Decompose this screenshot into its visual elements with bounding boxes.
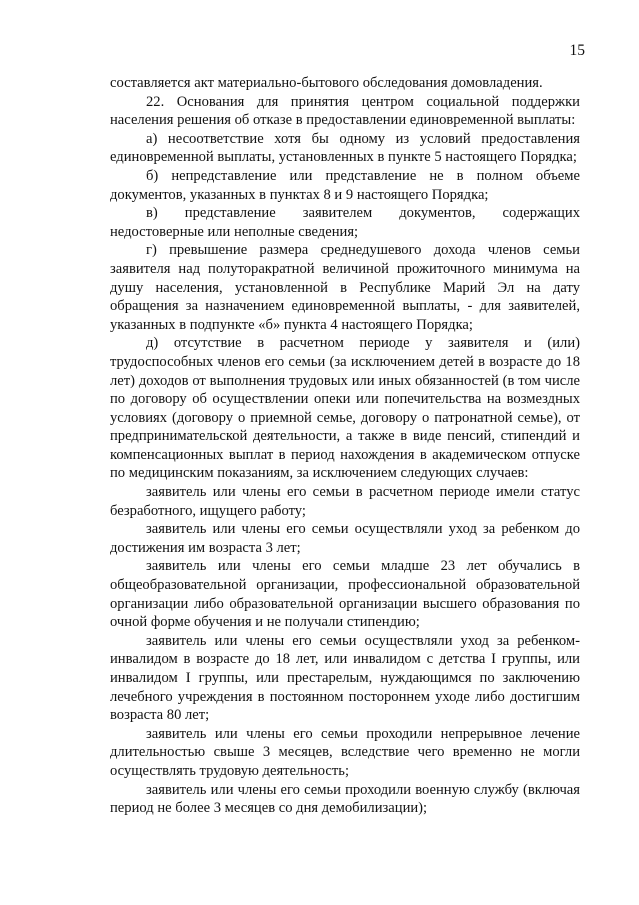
paragraph-exception-medical-treatment: заявитель или члены его семьи проходили непрерывное лечение длительностью свыше 3 месяцев, вследствие чего временно не могли осуществлять трудовую деятельность;	[110, 725, 580, 779]
paragraph-exception-students: заявитель или члены его семьи младше 23 лет обучались в общеобразовательной организации, профессиональной образовательной организации либо образовательной организации высшего образования по очной форме обучения и не получали стипендию;	[110, 558, 580, 631]
page-number: 15	[569, 42, 585, 59]
paragraph-item-b: б) непредставление или представление не в полном объеме документов, указанных в пунктах 8 и 9 настоящего Порядка;	[110, 167, 580, 203]
paragraph-item-a: а) несоответствие хотя бы одному из условий предоставления единовременной выплаты, установленных в пункте 5 настоящего Порядка;	[110, 130, 580, 166]
paragraph-item-d: д) отсутствие в расчетном периоде у заявителя и (или) трудоспособных членов его семьи (за исключением детей в возрасте до 18 лет) доходов от выполнения трудовых или иных обязанностей (в том числе по договору об осуществлении опеки или попечительства на возмездных условиях (договору о приемной семье, договору о патронатной семье), от предпринимательской деятельности, а также в виде пенсий, стипендий и компенсационных выплат в период нахождения в академическом отпуске по медицинским показаниям, за исключением следующих случаев:	[110, 335, 580, 482]
paragraph-continuation: составляется акт материально-бытового обследования домовладения.	[110, 75, 543, 91]
paragraph-item-v: в) представление заявителем документов, содержащих недостоверные или неполные сведения;	[110, 205, 580, 240]
paragraph-exception-childcare: заявитель или члены его семьи осуществляли уход за ребенком до достижения им возраста 3 лет;	[110, 521, 580, 556]
paragraph-clause-22: 22. Основания для принятия центром социальной поддержки населения решения об отказе в предоставлении единовременной выплаты:	[110, 93, 580, 129]
paragraph-exception-military-service: заявитель или члены его семьи проходили военную службу (включая период не более 3 месяцев со дня демобилизации);	[110, 781, 580, 817]
document-body	[110, 74, 580, 818]
paragraph-item-g: г) превышение размера среднедушевого дохода членов семьи заявителя над полуторакратной величиной прожиточного минимума на душу населения, установленной в Республике Марий Эл на дату обращения за назначением единовременной выплаты, - для заявителей, указанных в подпункте «б» пункта 4 настоящего Порядка;	[110, 242, 580, 333]
paragraph-exception-disability-care: заявитель или члены его семьи осуществляли уход за ребенком-инвалидом в возрасте до 18 лет, или инвалидом с детства I группы, или инвалидом I группы, или престарелым, нуждающимся по заключению лечебного учреждения в постоянном постороннем уходе либо достигшим возраста 80 лет;	[110, 632, 580, 724]
paragraph-exception-unemployed: заявитель или члены его семьи в расчетном периоде имели статус безработного, ищущего работу;	[110, 484, 580, 519]
